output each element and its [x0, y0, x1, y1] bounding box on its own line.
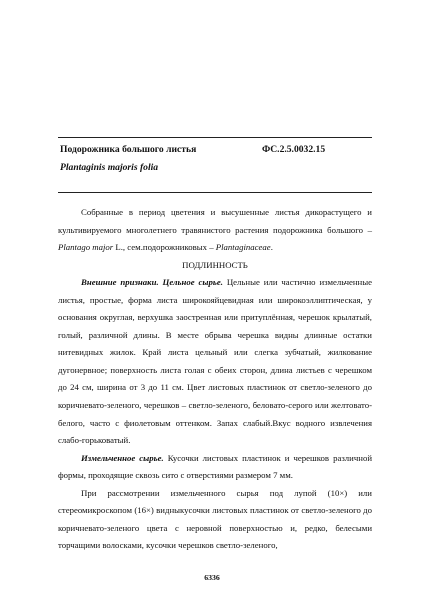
crushed-raw-text: Кусочки листовых пластинок и черешков различной формы, проходящие сквозь сито с отверстиями размером 7 мм. — [58, 452, 372, 481]
external-signs-lead: Внешние признаки. Цельное сырье. — [81, 277, 223, 288]
header-top-rule — [58, 137, 372, 138]
crushed-raw-lead: Измельченное сырье. — [81, 452, 164, 463]
monograph-code: ФС.2.5.0032.15 — [262, 144, 326, 155]
magnifier-paragraph: При рассмотрении измельченного сырья под лупой (10×) или стереомикроскопом (16×) видныкусочки листовых пластинок от светло-зеленого до коричневато-зеленого цвета с неровной поверхностью и, редко, белесыми торчащими волосками, кусочки черешков светло-зеленого, — [58, 487, 372, 551]
intro-text: Собранные в период цветения и высушенные листья дикорастущего и культивируемого многолетнего травянистого растения подорожника большого – — [58, 207, 372, 235]
monograph-body — [58, 204, 372, 555]
header-bottom-rule — [58, 192, 372, 193]
external-signs-paragraph — [58, 274, 372, 449]
external-signs-text: Цельные или частично измельченные листья, простые, форма листа широкояйцевидная или широкоэллиптическая, у основания округлая, верхушка заостренная или притуплённая, черешок крылатый, голый, различной длины. В месте обрыва черешка видны длинные остатки нитевидных жилок. Край листа цельный или слегка зубчатый, жилкование дугонервное; поверхность листа голая с обеих сторон, длина листьев с черешком до 24 см, ширина от 3 до 11 см. Цвет листовых пластинок от светло-зеленого до коричневато-зеленого, черешков – светло-зеленого, беловато-серого или желтовато-белого, часто с фиолетовым оттенком. Запах слабый.Вкус водного извлечения слабо-горьковатый. — [58, 277, 372, 446]
monograph-title-ru: Подорожника большого листья — [60, 144, 197, 155]
monograph-title-latin: Plantaginis majoris folia — [60, 162, 159, 173]
crushed-raw-paragraph — [58, 450, 372, 485]
intro-text-end: . — [270, 242, 273, 253]
section-title-authenticity: ПОДЛИННОСТЬ — [182, 259, 248, 270]
intro-text-middle: L., сем.подорожниковых – — [113, 242, 216, 253]
intro-paragraph — [58, 204, 372, 257]
species-latin-name: Plantago major — [58, 242, 114, 253]
family-latin-name: Plantaginaceae — [215, 242, 271, 253]
page-number: 6336 — [204, 573, 220, 582]
